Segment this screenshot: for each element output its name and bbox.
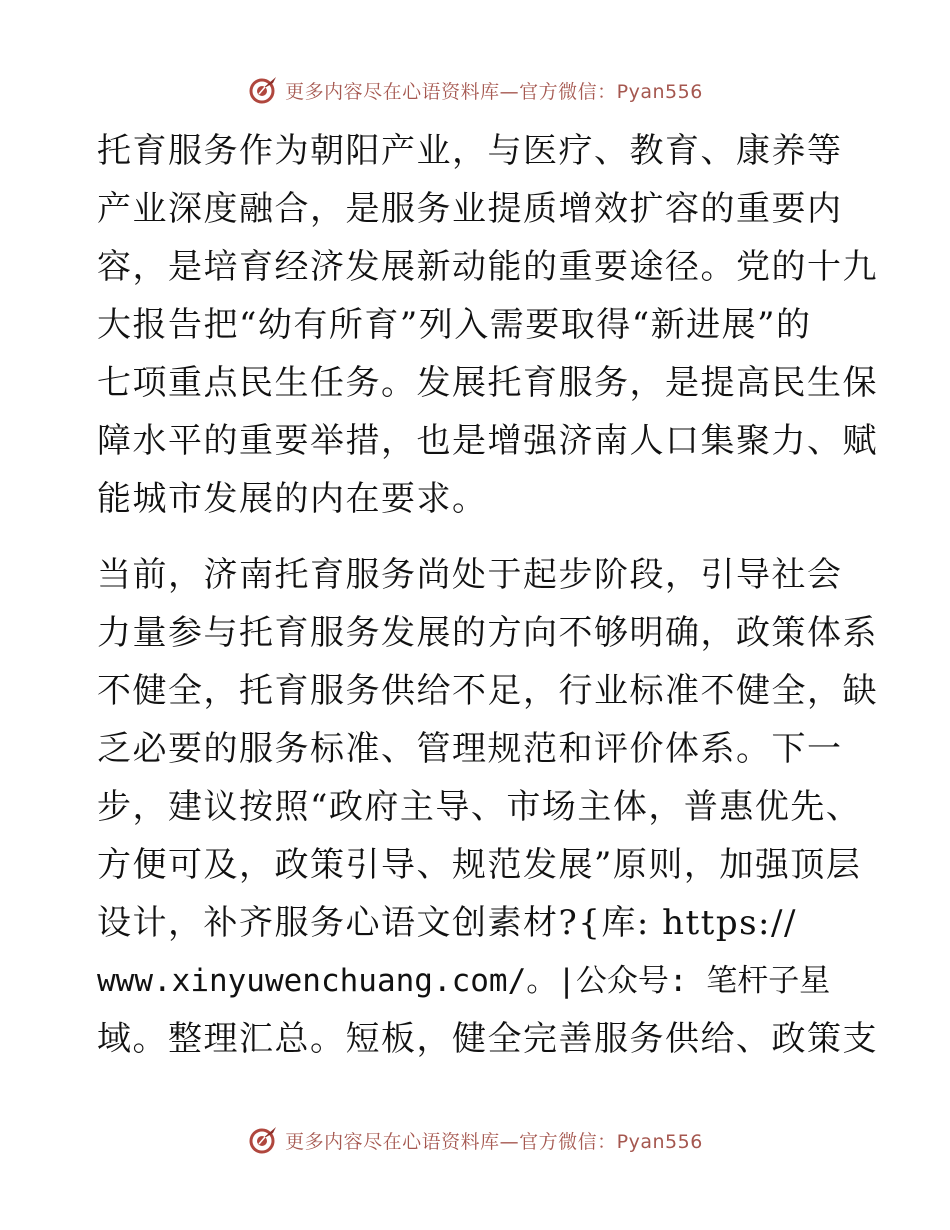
text-line: 乏必要的服务标准、管理规范和评价体系。下一 [97, 729, 843, 769]
quill-seal-icon [247, 1124, 279, 1156]
text-line: 设计，补齐服务心语文创素材?{库: https:// [97, 903, 797, 943]
text-line: 力量参与托育服务发展的方向不够明确，政策体系 [97, 613, 878, 653]
quill-seal-icon [247, 74, 279, 106]
text-line: 当前，济南托育服务尚处于起步阶段，引导社会 [97, 555, 843, 595]
document-body [97, 122, 878, 1068]
footer-banner [0, 1120, 950, 1160]
header-banner-text: 更多内容尽在心语资料库—官方微信：Pyan556 [285, 80, 703, 103]
text-line: 产业深度融合，是服务业提质增效扩容的重要内 [97, 189, 843, 229]
text-line: 障水平的重要举措，也是增强济南人口集聚力、赋 [97, 421, 878, 461]
paragraph-2 [97, 546, 878, 1068]
text-line: 域。整理汇总。短板，健全完善服务供给、政策支 [97, 1019, 878, 1059]
header-banner [0, 70, 950, 110]
text-line: 托育服务作为朝阳产业，与医疗、教育、康养等 [97, 131, 843, 171]
paragraph-1 [97, 122, 878, 528]
text-line: 能城市发展的内在要求。 [97, 479, 488, 519]
text-line: 七项重点民生任务。发展托育服务，是提高民生保 [97, 363, 878, 403]
text-line: 不健全，托育服务供给不足，行业标准不健全，缺 [97, 671, 878, 711]
text-line: 容，是培育经济发展新动能的重要途径。党的十九 [97, 247, 878, 287]
footer-banner-text: 更多内容尽在心语资料库—官方微信：Pyan556 [285, 1130, 703, 1153]
text-line: 大报告把“幼有所育”列入需要取得“新进展”的 [97, 305, 812, 345]
text-line: 方便可及，政策引导、规范发展”原则，加强顶层 [97, 845, 862, 885]
text-line: 步，建议按照“政府主导、市场主体，普惠优先、 [97, 787, 862, 827]
text-line-url: www.xinyuwenchuang.com/。|公众号: 笔杆子星 [97, 963, 831, 999]
